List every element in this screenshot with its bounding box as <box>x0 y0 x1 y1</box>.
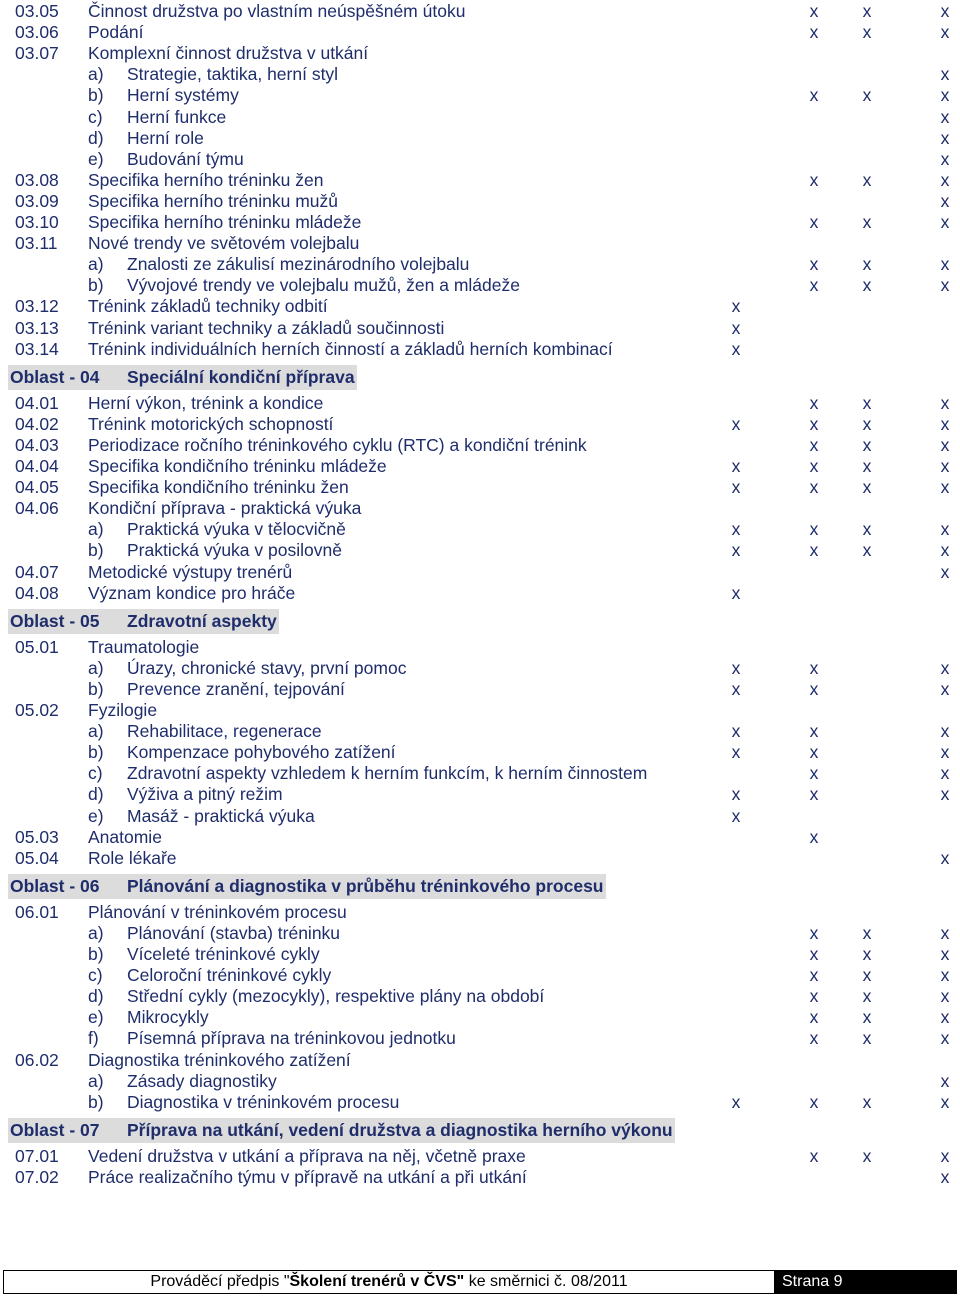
list-item <box>0 456 960 477</box>
level-mark-2: x <box>809 1091 819 1112</box>
list-subitem <box>0 85 960 106</box>
list-item <box>0 1 960 22</box>
list-item <box>0 233 960 254</box>
list-subitem <box>0 1071 960 1092</box>
level-mark-2: x <box>809 1028 819 1049</box>
list-item <box>0 1146 960 1167</box>
footer-bold-title: Školení trenérů v ČVS" <box>289 1273 465 1290</box>
level-mark-1: x <box>731 540 741 561</box>
level-mark-3: x <box>862 434 872 455</box>
subitem-title: Herní funkce <box>127 106 227 127</box>
level-mark-4: x <box>940 1028 950 1049</box>
item-title: Specifika kondičního tréninku mládeže <box>88 456 387 476</box>
list-subitem <box>0 721 960 742</box>
level-mark-4: x <box>940 763 950 784</box>
section-code: Oblast - 05 <box>10 610 100 631</box>
item-title: Specifika herního tréninku mládeže <box>88 212 362 232</box>
level-mark-1: x <box>731 477 741 498</box>
subitem-title: Herní systémy <box>127 85 239 106</box>
level-mark-4: x <box>940 742 950 763</box>
level-mark-2: x <box>809 212 819 232</box>
subitem-title: Diagnostika v tréninkovém procesu <box>127 1091 400 1112</box>
level-mark-4: x <box>940 456 950 476</box>
subitem-title: Písemná příprava na tréninkovou jednotku <box>127 1028 456 1049</box>
level-mark-1: x <box>731 519 741 540</box>
level-mark-3: x <box>862 477 872 498</box>
subitem-letter: b) <box>88 1091 104 1112</box>
section-code: Oblast - 04 <box>10 366 100 387</box>
subitem-letter: a) <box>88 721 104 742</box>
list-item <box>0 393 960 414</box>
level-mark-4: x <box>940 212 950 232</box>
level-mark-2: x <box>809 986 819 1007</box>
item-code: 03.09 <box>15 190 59 211</box>
level-mark-2: x <box>809 1007 819 1028</box>
item-title: Specifika herního tréninku mužů <box>88 190 338 211</box>
item-code: 04.06 <box>15 498 59 519</box>
list-subitem <box>0 149 960 170</box>
footer-document-title <box>4 1271 774 1293</box>
level-mark-3: x <box>862 519 872 540</box>
section-title: Příprava na utkání, vedení družstva a diagnostika herního výkonu <box>127 1119 673 1140</box>
level-mark-4: x <box>940 148 950 169</box>
level-mark-3: x <box>862 1 872 21</box>
list-subitem <box>0 965 960 986</box>
level-mark-3: x <box>862 275 872 296</box>
level-mark-2: x <box>809 392 819 413</box>
list-subitem <box>0 64 960 85</box>
subitem-letter: d) <box>88 986 104 1007</box>
level-mark-4: x <box>940 721 950 742</box>
subitem-letter: a) <box>88 254 104 275</box>
item-title: Nové trendy ve světovém volejbalu <box>88 233 360 254</box>
item-title: Specifika kondičního tréninku žen <box>88 477 349 498</box>
section-code: Oblast - 06 <box>10 875 100 896</box>
list-subitem <box>0 679 960 700</box>
subitem-letter: b) <box>88 742 104 763</box>
level-mark-2: x <box>809 1 819 21</box>
subitem-letter: b) <box>88 540 104 561</box>
level-mark-3: x <box>862 22 872 43</box>
list-subitem <box>0 1028 960 1049</box>
item-code: 06.02 <box>15 1049 59 1070</box>
item-title: Fyzilogie <box>88 700 158 720</box>
level-mark-2: x <box>809 742 819 763</box>
section-code: Oblast - 07 <box>10 1119 100 1140</box>
level-mark-2: x <box>809 784 819 805</box>
item-code: 03.08 <box>15 169 59 190</box>
list-subitem <box>0 986 960 1007</box>
item-title: Metodické výstupy trenérů <box>88 561 293 582</box>
subitem-letter: d) <box>88 784 104 805</box>
footer-prefix: Prováděcí předpis " <box>150 1273 290 1290</box>
item-title: Význam kondice pro hráče <box>88 582 296 603</box>
level-mark-3: x <box>862 456 872 476</box>
list-item <box>0 583 960 604</box>
item-title: Trénink motorických schopností <box>88 413 334 434</box>
level-mark-4: x <box>940 85 950 106</box>
level-mark-4: x <box>940 561 950 582</box>
list-subitem <box>0 806 960 827</box>
level-mark-3: x <box>862 254 872 275</box>
item-code: 03.12 <box>15 296 59 317</box>
level-mark-4: x <box>940 1145 950 1166</box>
footer-suffix: ke směrnici č. 08/2011 <box>464 1273 628 1290</box>
level-mark-3: x <box>862 85 872 106</box>
item-code: 06.01 <box>15 901 59 922</box>
page-number-label: Strana 9 <box>782 1273 843 1290</box>
section-header <box>8 609 279 634</box>
level-mark-2: x <box>809 944 819 964</box>
subitem-title: Rehabilitace, regenerace <box>127 721 322 742</box>
list-item <box>0 318 960 339</box>
level-mark-1: x <box>731 805 741 826</box>
level-mark-4: x <box>940 540 950 561</box>
list-item <box>0 1050 960 1071</box>
subitem-title: Herní role <box>127 127 204 148</box>
level-mark-2: x <box>809 540 819 561</box>
item-code: 05.02 <box>15 700 59 720</box>
item-code: 05.04 <box>15 847 59 868</box>
item-title: Role lékaře <box>88 847 177 868</box>
subitem-letter: b) <box>88 678 104 699</box>
list-subitem <box>0 107 960 128</box>
item-code: 04.07 <box>15 561 59 582</box>
level-mark-4: x <box>940 657 950 678</box>
item-title: Traumatologie <box>88 636 200 657</box>
subitem-title: Zásady diagnostiky <box>127 1070 277 1091</box>
subitem-title: Masáž - praktická výuka <box>127 805 315 826</box>
item-code: 04.03 <box>15 434 59 455</box>
subitem-letter: a) <box>88 1070 104 1091</box>
subitem-letter: b) <box>88 85 104 106</box>
level-mark-2: x <box>809 456 819 476</box>
subitem-letter: a) <box>88 657 104 678</box>
item-code: 07.01 <box>15 1145 59 1166</box>
level-mark-3: x <box>862 1091 872 1112</box>
level-mark-2: x <box>809 1145 819 1166</box>
list-item <box>0 477 960 498</box>
item-code: 03.07 <box>15 43 59 64</box>
section-header <box>8 874 606 899</box>
item-title: Diagnostika tréninkového zatížení <box>88 1049 351 1070</box>
level-mark-2: x <box>809 519 819 540</box>
level-mark-3: x <box>862 944 872 964</box>
level-mark-3: x <box>862 1145 872 1166</box>
list-subitem <box>0 763 960 784</box>
subitem-letter: a) <box>88 64 104 85</box>
item-title: Kondiční příprava - praktická výuka <box>88 498 362 519</box>
item-code: 04.08 <box>15 582 59 603</box>
level-mark-3: x <box>862 986 872 1007</box>
level-mark-2: x <box>809 965 819 986</box>
level-mark-2: x <box>809 477 819 498</box>
item-title: Činnost družstva po vlastním neúspěšném útoku <box>88 1 466 21</box>
list-item <box>0 562 960 583</box>
subitem-letter: a) <box>88 922 104 943</box>
subitem-letter: e) <box>88 805 104 826</box>
subitem-title: Mikrocykly <box>127 1007 209 1028</box>
level-mark-3: x <box>862 965 872 986</box>
subitem-letter: c) <box>88 965 103 986</box>
level-mark-4: x <box>940 1091 950 1112</box>
list-item <box>0 700 960 721</box>
item-code: 03.10 <box>15 212 59 232</box>
level-mark-2: x <box>809 826 819 847</box>
item-code: 04.01 <box>15 392 59 413</box>
level-mark-1: x <box>731 317 741 338</box>
subitem-title: Plánování (stavba) tréninku <box>127 922 341 943</box>
item-title: Periodizace ročního tréninkového cyklu (RTC) a kondiční trénink <box>88 434 587 455</box>
item-title: Anatomie <box>88 826 162 847</box>
level-mark-4: x <box>940 965 950 986</box>
list-subitem <box>0 254 960 275</box>
item-title: Trénink základů techniky odbití <box>88 296 328 317</box>
level-mark-2: x <box>809 22 819 43</box>
level-mark-4: x <box>940 678 950 699</box>
level-mark-1: x <box>731 413 741 434</box>
item-code: 03.13 <box>15 317 59 338</box>
level-mark-4: x <box>940 254 950 275</box>
level-mark-2: x <box>809 434 819 455</box>
subitem-title: Budování týmu <box>127 148 244 169</box>
subitem-letter: e) <box>88 148 104 169</box>
level-mark-4: x <box>940 1007 950 1028</box>
subitem-title: Úrazy, chronické stavy, první pomoc <box>127 657 407 678</box>
subitem-title: Strategie, taktika, herní styl <box>127 64 339 85</box>
item-title: Podání <box>88 22 144 43</box>
level-mark-4: x <box>940 1070 950 1091</box>
list-item <box>0 637 960 658</box>
level-mark-1: x <box>731 657 741 678</box>
level-mark-4: x <box>940 190 950 211</box>
list-item <box>0 414 960 435</box>
item-code: 05.01 <box>15 636 59 657</box>
list-subitem <box>0 923 960 944</box>
list-subitem <box>0 128 960 149</box>
item-title: Trénink individuálních herních činností a základů herních kombinací <box>88 338 613 359</box>
section-header <box>8 1118 675 1143</box>
list-item <box>0 296 960 317</box>
level-mark-1: x <box>731 582 741 603</box>
subitem-title: Znalosti ze zákulisí mezinárodního volejbalu <box>127 254 470 275</box>
level-mark-2: x <box>809 922 819 943</box>
item-code: 03.11 <box>15 233 58 254</box>
level-mark-4: x <box>940 127 950 148</box>
level-mark-4: x <box>940 944 950 964</box>
item-code: 05.03 <box>15 826 59 847</box>
item-title: Komplexní činnost družstva v utkání <box>88 43 369 64</box>
list-item <box>0 170 960 191</box>
subitem-title: Prevence zranění, tejpování <box>127 678 345 699</box>
level-mark-3: x <box>862 413 872 434</box>
list-item <box>0 902 960 923</box>
list-subitem <box>0 784 960 805</box>
level-mark-1: x <box>731 784 741 805</box>
list-subitem <box>0 1092 960 1113</box>
level-mark-4: x <box>940 922 950 943</box>
level-mark-4: x <box>940 413 950 434</box>
level-mark-2: x <box>809 657 819 678</box>
item-code: 07.02 <box>15 1166 59 1187</box>
item-title: Plánování v tréninkovém procesu <box>88 901 347 922</box>
level-mark-3: x <box>862 169 872 190</box>
subitem-letter: f) <box>88 1028 99 1049</box>
subitem-title: Zdravotní aspekty vzhledem k herním funkcím, k herním činnostem <box>127 763 648 784</box>
level-mark-4: x <box>940 1 950 21</box>
level-mark-2: x <box>809 169 819 190</box>
level-mark-4: x <box>940 275 950 296</box>
item-title: Vedení družstva v utkání a příprava na něj, včetně praxe <box>88 1145 526 1166</box>
item-code: 04.05 <box>15 477 59 498</box>
level-mark-3: x <box>862 1028 872 1049</box>
section-title: Zdravotní aspekty <box>127 610 277 631</box>
list-subitem <box>0 1007 960 1028</box>
subitem-letter: e) <box>88 1007 104 1028</box>
level-mark-4: x <box>940 847 950 868</box>
item-title: Trénink variant techniky a základů součinnosti <box>88 317 445 338</box>
subitem-title: Praktická výuka v posilovně <box>127 540 342 561</box>
list-subitem <box>0 519 960 540</box>
list-subitem <box>0 658 960 679</box>
list-subitem <box>0 944 960 965</box>
list-subitem <box>0 540 960 561</box>
level-mark-4: x <box>940 986 950 1007</box>
level-mark-3: x <box>862 1007 872 1028</box>
level-mark-4: x <box>940 434 950 455</box>
level-mark-4: x <box>940 477 950 498</box>
level-mark-2: x <box>809 721 819 742</box>
list-item <box>0 191 960 212</box>
list-subitem <box>0 275 960 296</box>
item-code: 03.14 <box>15 338 59 359</box>
level-mark-4: x <box>940 1166 950 1187</box>
item-title: Práce realizačního týmu v přípravě na utkání a při utkání <box>88 1166 527 1187</box>
item-code: 03.06 <box>15 22 59 43</box>
level-mark-3: x <box>862 540 872 561</box>
page-number <box>774 1270 957 1294</box>
level-mark-4: x <box>940 392 950 413</box>
section-header <box>8 365 357 390</box>
list-item <box>0 827 960 848</box>
subitem-title: Střední cykly (mezocykly), respektive plány na období <box>127 986 545 1007</box>
item-code: 04.04 <box>15 456 59 476</box>
subitem-letter: b) <box>88 275 104 296</box>
subitem-title: Kompenzace pohybového zatížení <box>127 742 396 763</box>
level-mark-4: x <box>940 169 950 190</box>
level-mark-1: x <box>731 678 741 699</box>
level-mark-2: x <box>809 85 819 106</box>
section-title: Plánování a diagnostika v průběhu tréninkového procesu <box>127 875 604 896</box>
list-item <box>0 498 960 519</box>
list-item <box>0 339 960 360</box>
section-title: Speciální kondiční příprava <box>127 366 355 387</box>
list-item <box>0 435 960 456</box>
level-mark-4: x <box>940 64 950 85</box>
level-mark-4: x <box>940 784 950 805</box>
subitem-letter: d) <box>88 127 104 148</box>
level-mark-4: x <box>940 519 950 540</box>
subitem-title: Vývojové trendy ve volejbalu mužů, žen a mládeže <box>127 275 520 296</box>
item-title: Specifika herního tréninku žen <box>88 169 324 190</box>
level-mark-3: x <box>862 212 872 232</box>
list-item <box>0 22 960 43</box>
level-mark-1: x <box>731 1091 741 1112</box>
level-mark-1: x <box>731 721 741 742</box>
level-mark-1: x <box>731 296 741 317</box>
level-mark-2: x <box>809 678 819 699</box>
subitem-title: Výživa a pitný režim <box>127 784 283 805</box>
subitem-letter: c) <box>88 763 103 784</box>
page-footer <box>3 1270 956 1294</box>
subitem-letter: b) <box>88 944 104 964</box>
list-item <box>0 43 960 64</box>
level-mark-1: x <box>731 456 741 476</box>
level-mark-2: x <box>809 275 819 296</box>
item-code: 03.05 <box>15 1 59 21</box>
level-mark-2: x <box>809 413 819 434</box>
level-mark-3: x <box>862 392 872 413</box>
level-mark-2: x <box>809 763 819 784</box>
level-mark-4: x <box>940 22 950 43</box>
subitem-title: Praktická výuka v tělocvičně <box>127 519 346 540</box>
level-mark-3: x <box>862 922 872 943</box>
item-code: 04.02 <box>15 413 59 434</box>
level-mark-4: x <box>940 106 950 127</box>
item-title: Herní výkon, trénink a kondice <box>88 392 324 413</box>
subitem-letter: a) <box>88 519 104 540</box>
list-item <box>0 212 960 233</box>
level-mark-1: x <box>731 742 741 763</box>
list-item <box>0 848 960 869</box>
list-item <box>0 1167 960 1188</box>
level-mark-2: x <box>809 254 819 275</box>
list-subitem <box>0 742 960 763</box>
level-mark-1: x <box>731 338 741 359</box>
subitem-title: Víceleté tréninkové cykly <box>127 944 320 964</box>
subitem-letter: c) <box>88 106 103 127</box>
subitem-title: Celoroční tréninkové cykly <box>127 965 332 986</box>
